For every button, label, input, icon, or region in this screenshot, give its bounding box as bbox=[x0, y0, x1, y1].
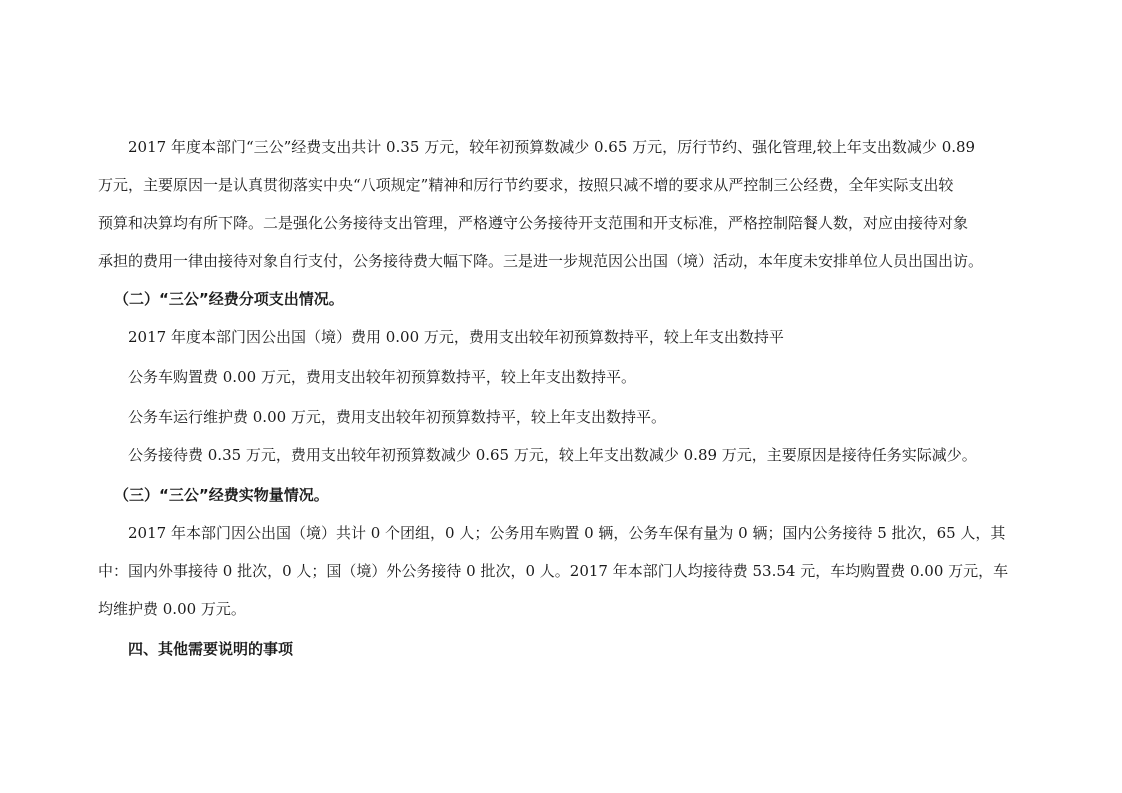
section-heading-3: （三）“三公”经费实物量情况。 bbox=[114, 486, 329, 504]
para1-line-4: 承担的费用一律由接待对象自行支付，公务接待费大幅下降。三是进一步规范因公出国（境）活动，本年度未安排单位人员出国出访。 bbox=[98, 252, 984, 270]
para1-line-2: 万元，主要原因一是认真贯彻落实中央“八项规定”精神和厉行节约要求，按照只减不增的要求从严控制三公经费，全年实际支出较 bbox=[98, 176, 954, 194]
item2-line-4: 公务接待费 0.35 万元，费用支出较年初预算数减少 0.65 万元，较上年支出数减少 0.89 万元，主要原因是接待任务实际减少。 bbox=[128, 446, 977, 464]
para3-line-2: 中：国内外事接待 0 批次，0 人；国（境）外公务接待 0 批次，0 人。2017 年本部门人均接待费 53.54 元，车均购置费 0.00 万元，车 bbox=[98, 562, 1009, 580]
item2-line-2: 公务车购置费 0.00 万元，费用支出较年初预算数持平，较上年支出数持平。 bbox=[128, 368, 636, 386]
para1-line-1: 2017 年度本部门“三公”经费支出共计 0.35 万元，较年初预算数减少 0.65 万元，厉行节约、强化管理,较上年支出数减少 0.89 bbox=[128, 138, 976, 156]
section-heading-2: （二）“三公”经费分项支出情况。 bbox=[114, 290, 344, 308]
para1-line-3: 预算和决算均有所下降。二是强化公务接待支出管理，严格遵守公务接待开支范围和开支标准，严格控制陪餐人数，对应由接待对象 bbox=[98, 214, 969, 232]
item2-line-3: 公务车运行维护费 0.00 万元，费用支出较年初预算数持平，较上年支出数持平。 bbox=[128, 408, 666, 426]
item2-line-1: 2017 年度本部门因公出国（境）费用 0.00 万元，费用支出较年初预算数持平，较上年支出数持平 bbox=[128, 328, 784, 346]
para3-line-1: 2017 年本部门因公出国（境）共计 0 个团组，0 人；公务用车购置 0 辆，公务车保有量为 0 辆；国内公务接待 5 批次，65 人，其 bbox=[128, 524, 1006, 542]
para3-line-3: 均维护费 0.00 万元。 bbox=[98, 600, 246, 618]
section-heading-4: 四、其他需要说明的事项 bbox=[128, 640, 294, 658]
